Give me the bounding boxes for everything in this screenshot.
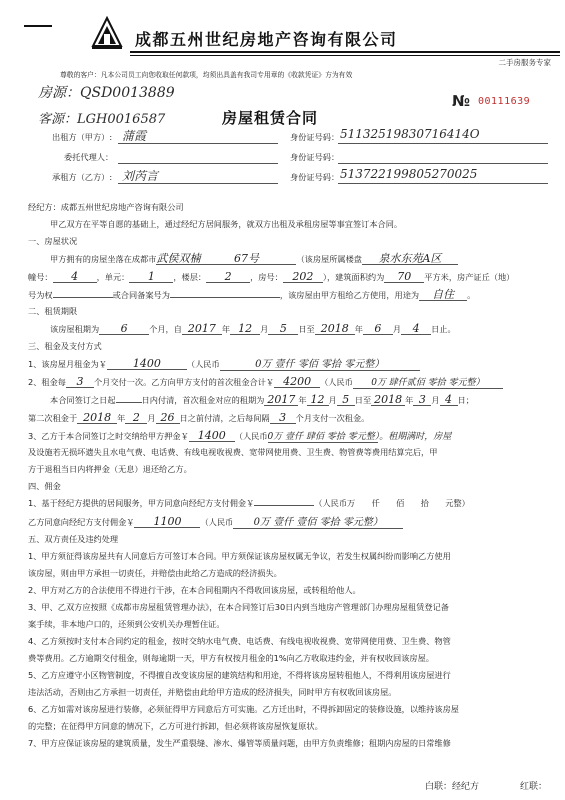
lessee-commission-line: 乙方同意向经纪方支付佣金￥ 1100 （人民币 0万 壹仟 壹佰 零拾 零元整） [28,516,403,529]
lessee-id: 513722199805270025 [340,167,478,181]
contract-number-label: № [452,92,471,110]
lessor-label: 出租方（甲方）: [52,132,113,142]
clause-line: 4、乙方须按时支付本合同约定的租金，按时交纳水电气费、电话费、有线电视收视费、宽带网使用费、卫生费、物管 [28,636,451,646]
second-payment-line: 第二次租金于 2018 年 2 月 26 日之前付清，之后每间隔 3 个月支付一次租金。 [28,411,370,424]
section-1-heading: 一、房屋状况 [28,236,78,246]
clause-line: 7、甲方应保证该房屋的建筑质量，发生严重裂缝、渗水、爆管等质量问题，由甲方负责维修；租期内房屋的日常维修 [28,738,451,748]
payment-cycle-line: 2、租金每 3 个月交付一次。乙方向甲方支付的首次租金合计￥ 4200 （人民币 0万 肆仟贰佰 零拾 零元整） [28,376,503,389]
broker-line: 经纪方：成都五州世纪房地产咨询有限公司 [28,202,184,212]
lessor-id-label: 身份证号码： [290,132,340,142]
company-name: 成都五州世纪房地产咨询有限公司 [135,30,398,49]
clause-line: 该房屋，则由甲方承担一切责任，并赔偿由此给乙方造成的经济损失。 [28,568,282,578]
deposit-line: 3、乙方于本合同签订之时交纳给甲方押金￥ 1400 （人民币0万 壹仟 肆佰 零拾 零元整）。租期满时，房屋 [28,429,452,442]
footer-copy-label: 白联：经纪方 [425,782,480,792]
lessee-id-label: 身份证号码： [290,172,340,182]
clause-line: 案手续，非本地户口的，还须到公安机关办理暂住证。 [28,619,225,629]
handwritten-listing-code: 房源：QSD0013889 [38,85,175,101]
handwritten-client-code: 客源：LGH0016587 [38,112,166,127]
section-2-heading: 二、租赁期限 [28,306,78,316]
lessee-label: 承租方（乙方）: [52,172,113,182]
agent-id-label: 身份证号码： [290,152,340,162]
property-address-line: 甲方拥有的房屋坐落在成都市武侯双楠 67号 （该房屋所属楼盘 泉水东苑A区 [50,253,458,265]
lease-term-line: 该房屋租期为 6 个月，自 2017 年 12 月 5 日至 2018 年 6 月 4 日止。 [50,322,456,335]
agent-label: 委托代理人： [64,152,114,162]
deposit-terms-line: 及设施若无损坏遗失且水电气费、电话费、有线电视收视费、宽带网使用费、卫生费、物管费等费用结算完后，甲 [28,447,438,457]
clause-line: 的完整；在征得甲方同意的情况下，乙方可进行拆卸，但必须将该房屋恢复原状。 [28,721,323,731]
section-4-heading: 四、佣金 [28,481,61,491]
clause-line: 5、乙方应遵守小区物管制度，不得擅自改变该房屋的建筑结构和用途，不得将该房屋转租他人，不得利用该房屋进行 [28,670,451,680]
lessor-name: 蒲霞 [122,129,147,143]
footer-copy-label-red: 红联： [520,782,548,792]
document-title: 房屋租赁合同 [222,109,319,127]
section-3-heading: 三、租金及支付方式 [28,341,102,351]
lessee-name: 刘芮言 [122,169,159,183]
tagline: 二手房服务专家 [498,58,551,67]
lessor-id: 51132519830716414O [340,127,480,141]
clause-line: 2、甲方对乙方的合法使用不得进行干涉，在本合同租期内不得收回该房屋，或转租给他人。 [28,585,361,595]
section-5-heading: 五、双方责任及违约处理 [28,534,119,544]
payment-notice: 尊敬的客户：凡本公司员工向您收取任何款项，均须出具盖有我司专用章的《收款凭证》方为有效 [60,71,353,79]
property-unit-line: 幢号： 4 ，单元： 1 ，楼层： 2 ，房号： 202 ），建筑面积约为 70 平方米，房产证丘（地） [28,270,515,283]
clause-line: 6、乙方如需对该房屋进行装修，必须征得甲方同意后方可实施。乙方迁出时，不得拆卸固定的装修设施，以维持该房屋 [28,704,459,714]
first-payment-line: 本合同签订之日起 日内付清，首次租金对应的租期为 2017 年 12 月 5 日至 2018 年 3 月 4 日； [50,393,474,406]
monthly-rent-line: 1、该房屋月租金为￥ 1400 （人民币 0万 壹仟 零佰 零拾 零元整） [28,358,420,371]
clause-line: 违法活动，否则由乙方承担一切责任，并赔偿由此给甲方造成的经济损失，同时甲方有权收回该房屋。 [28,687,397,697]
clause-line: 费等费用。乙方逾期交付租金，则每逾期一天，甲方有权按月租金的1%向乙方收取违约金，并有权收回该房屋。 [28,653,434,663]
deposit-refund-line: 方于退租当日内将押金（无息）退还给乙方。 [28,464,192,474]
intro: 甲乙双方在平等自愿的基础上，通过经纪方居间服务，就双方出租及承租房屋等事宜签订本合同。 [50,219,403,229]
contract-number: 00111639 [478,96,531,107]
property-cert-line: 号为权 或合同备案号为 ，该房屋由甲方租给乙方使用，用途为 自住 。 [28,288,476,301]
clause-line: 3、甲、乙双方应按照《成都市房屋租赁管理办法》，在本合同签订后30日内到当地房产管理部门办理房屋租赁登记备 [28,602,449,612]
lessor-commission-line: 1、基于经纪方提供的居间服务，甲方同意向经纪方支付佣金￥ （人民币万 仟 佰 拾 元整） [28,498,470,508]
clause-line: 1、甲方须征得该房屋共有人同意后方可签订本合同。甲方须保证该房屋权属无争议，若发生权属纠纷而影响乙方使用 [28,551,451,561]
